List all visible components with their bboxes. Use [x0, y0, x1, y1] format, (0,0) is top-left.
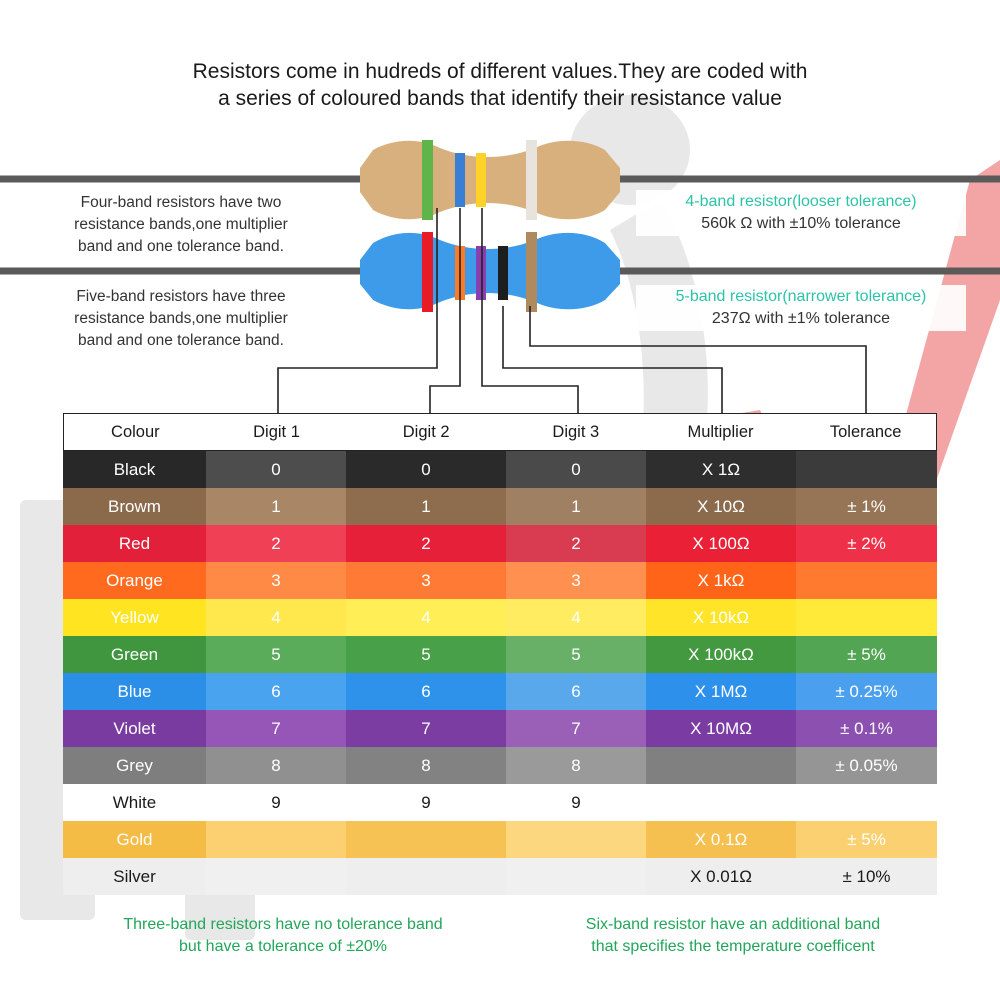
cell-digit-2: 2 — [346, 525, 506, 562]
cell-tolerance: ± 5% — [796, 636, 937, 673]
cell-multiplier: X 10kΩ — [646, 599, 796, 636]
title-line-2: a series of coloured bands that identify their resistance value — [218, 87, 782, 110]
note-line: Three-band resistors have no tolerance band — [123, 916, 443, 933]
five-band-info — [636, 285, 966, 331]
table-row — [63, 525, 937, 562]
five-band-info-heading: 5-band resistor(narrower tolerance) — [675, 288, 927, 305]
four-band-info — [636, 190, 966, 236]
five-band-band-3 — [476, 246, 486, 300]
table-row — [63, 747, 937, 784]
cell-tolerance: ± 10% — [796, 858, 937, 895]
cell-digit-2: 0 — [346, 451, 506, 488]
desc-line: Four-band resistors have two — [80, 194, 282, 211]
table-row — [63, 673, 937, 710]
cell-digit-3: 9 — [506, 784, 646, 821]
cell-digit-3: 4 — [506, 599, 646, 636]
cell-digit-2: 3 — [346, 562, 506, 599]
desc-line: resistance bands,one multiplier — [74, 216, 288, 233]
cell-digit-2: 4 — [346, 599, 506, 636]
cell-tolerance: ± 1% — [796, 488, 937, 525]
cell-colour-name: White — [63, 784, 206, 821]
title-line-1: Resistors come in hudreds of different values.They are coded with — [192, 60, 808, 83]
note-line: that specifies the temperature coefficent — [591, 938, 875, 955]
cell-tolerance: ± 2% — [796, 525, 937, 562]
cell-digit-2: 6 — [346, 673, 506, 710]
cell-tolerance — [796, 562, 937, 599]
cell-colour-name: Violet — [63, 710, 206, 747]
table-row — [63, 562, 937, 599]
cell-multiplier: X 100kΩ — [646, 636, 796, 673]
cell-digit-1: 2 — [206, 525, 346, 562]
cell-colour-name: Black — [63, 451, 206, 488]
cell-digit-3: 7 — [506, 710, 646, 747]
four-band-band-3 — [476, 153, 486, 207]
four-band-resistor — [360, 140, 620, 220]
header-digit-3: Digit 3 — [552, 422, 600, 441]
cell-digit-3: 8 — [506, 747, 646, 784]
cell-digit-2: 8 — [346, 747, 506, 784]
five-band-description — [56, 285, 306, 353]
table-row — [63, 710, 937, 747]
cell-digit-1: 5 — [206, 636, 346, 673]
cell-colour-name: Grey — [63, 747, 206, 784]
desc-line: resistance bands,one multiplier — [74, 310, 288, 327]
note-line: Six-band resistor have an additional band — [585, 916, 881, 933]
cell-digit-1 — [206, 858, 346, 895]
cell-digit-2 — [346, 821, 506, 858]
table-row — [63, 451, 937, 488]
note-line: but have a tolerance of ±20% — [178, 938, 388, 955]
cell-multiplier: X 100Ω — [646, 525, 796, 562]
cell-multiplier — [646, 784, 796, 821]
four-band-info-value: 560k Ω with ±10% tolerance — [701, 215, 901, 232]
cell-multiplier: X 0.1Ω — [646, 821, 796, 858]
cell-multiplier: X 1kΩ — [646, 562, 796, 599]
cell-digit-3: 1 — [506, 488, 646, 525]
header-tolerance: Tolerance — [829, 422, 902, 441]
cell-colour-name: Orange — [63, 562, 206, 599]
table-row — [63, 858, 937, 895]
cell-digit-1 — [206, 821, 346, 858]
cell-colour-name: Gold — [63, 821, 206, 858]
cell-tolerance — [796, 784, 937, 821]
cell-multiplier: X 1Ω — [646, 451, 796, 488]
cell-multiplier: X 0.01Ω — [646, 858, 796, 895]
four-band-description — [56, 191, 306, 259]
three-band-note — [93, 914, 473, 958]
header-digit-1: Digit 1 — [253, 422, 300, 441]
cell-multiplier: X 10MΩ — [646, 710, 796, 747]
cell-tolerance: ± 5% — [796, 821, 937, 858]
four-band-band-2 — [455, 153, 465, 207]
cell-digit-3: 2 — [506, 525, 646, 562]
cell-digit-1: 8 — [206, 747, 346, 784]
cell-digit-3 — [506, 858, 646, 895]
cell-tolerance: ± 0.05% — [796, 747, 937, 784]
cell-tolerance: ± 0.1% — [796, 710, 937, 747]
cell-digit-3: 5 — [506, 636, 646, 673]
cell-digit-2: 1 — [346, 488, 506, 525]
cell-digit-2: 9 — [346, 784, 506, 821]
header-multiplier: Multiplier — [687, 422, 754, 441]
cell-colour-name: Red — [63, 525, 206, 562]
cell-colour-name: Silver — [63, 858, 206, 895]
cell-digit-1: 0 — [206, 451, 346, 488]
colour-code-table — [63, 413, 937, 895]
desc-line: band and one tolerance band. — [78, 332, 284, 349]
cell-tolerance — [796, 451, 937, 488]
cell-colour-name: Yellow — [63, 599, 206, 636]
cell-digit-3: 6 — [506, 673, 646, 710]
table-row — [63, 599, 937, 636]
four-band-band-1 — [422, 140, 433, 220]
table-body — [63, 451, 937, 895]
cell-digit-1: 6 — [206, 673, 346, 710]
table-header — [63, 413, 937, 451]
cell-digit-3: 3 — [506, 562, 646, 599]
cell-digit-3 — [506, 821, 646, 858]
cell-digit-2: 5 — [346, 636, 506, 673]
cell-colour-name: Blue — [63, 673, 206, 710]
cell-colour-name: Green — [63, 636, 206, 673]
cell-digit-2: 7 — [346, 710, 506, 747]
desc-line: band and one tolerance band. — [78, 238, 284, 255]
desc-line: Five-band resistors have three — [76, 288, 286, 305]
header-colour: Colour — [111, 422, 160, 441]
five-band-info-value: 237Ω with ±1% tolerance — [711, 310, 891, 327]
six-band-note — [543, 914, 923, 958]
cell-colour-name: Browm — [63, 488, 206, 525]
cell-tolerance: ± 0.25% — [796, 673, 937, 710]
cell-digit-1: 9 — [206, 784, 346, 821]
five-band-band-4 — [498, 246, 508, 300]
table-row — [63, 636, 937, 673]
four-band-band-4 — [526, 140, 537, 220]
cell-digit-3: 0 — [506, 451, 646, 488]
cell-multiplier: X 10Ω — [646, 488, 796, 525]
cell-digit-1: 3 — [206, 562, 346, 599]
table-row — [63, 821, 937, 858]
cell-digit-1: 7 — [206, 710, 346, 747]
cell-tolerance — [796, 599, 937, 636]
cell-digit-2 — [346, 858, 506, 895]
cell-multiplier — [646, 747, 796, 784]
five-band-band-5 — [526, 232, 537, 312]
cell-digit-1: 4 — [206, 599, 346, 636]
cell-digit-1: 1 — [206, 488, 346, 525]
five-band-resistor — [360, 232, 620, 312]
header-digit-2: Digit 2 — [402, 422, 450, 441]
cell-multiplier: X 1MΩ — [646, 673, 796, 710]
five-band-band-1 — [422, 232, 433, 312]
table-row — [63, 784, 937, 821]
four-band-info-heading: 4-band resistor(looser tolerance) — [685, 193, 917, 210]
page-title — [100, 58, 900, 112]
table-row — [63, 488, 937, 525]
